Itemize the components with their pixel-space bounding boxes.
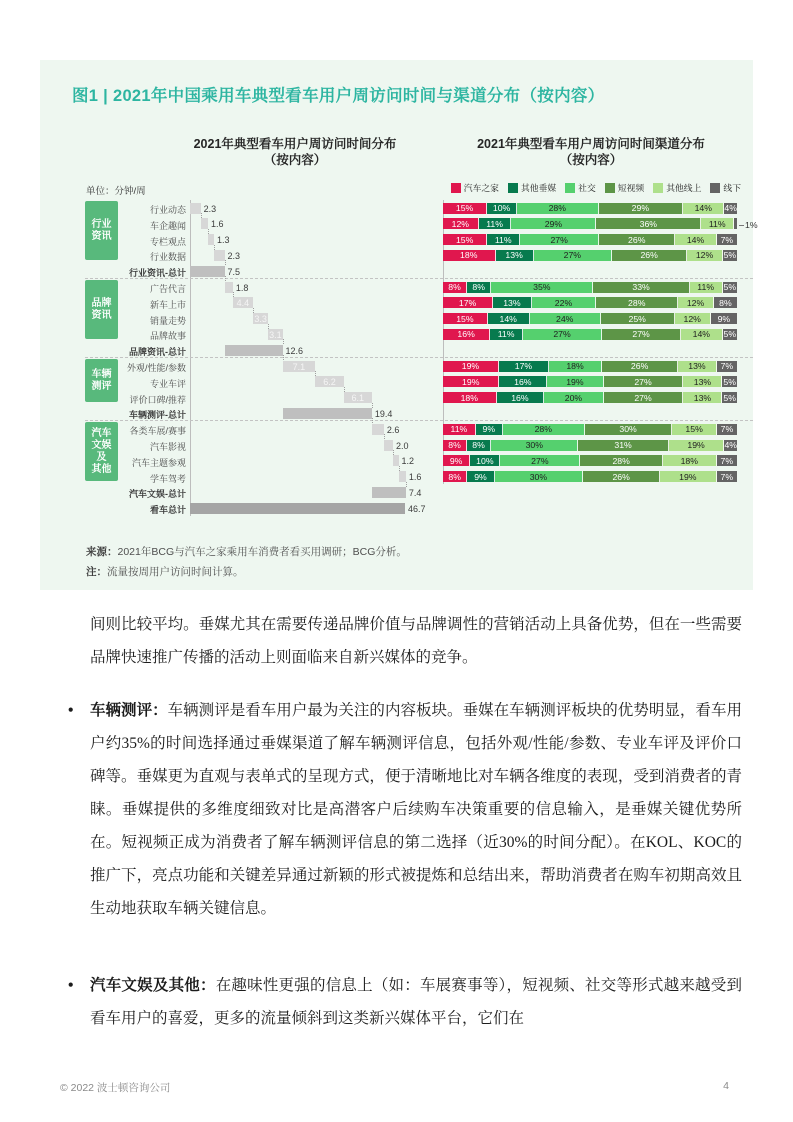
stacked-segment: 9% [711, 313, 737, 324]
stacked-segment: 14% [681, 329, 722, 340]
stacked-segment: 29% [511, 218, 596, 229]
row-label: 行业动态 [149, 205, 186, 215]
left-chart-title-line2: （按内容） [263, 153, 327, 168]
stacked-segment: 26% [602, 361, 678, 372]
waterfall-bar [225, 282, 233, 293]
note-line [86, 563, 407, 583]
waterfall-bar [214, 250, 225, 261]
chart-row [40, 437, 753, 453]
stacked-segment: 7% [717, 361, 737, 372]
stacked-segment: 15% [672, 424, 716, 435]
stacked-bar [443, 297, 737, 308]
source-label: 来源： [86, 546, 118, 558]
stacked-segment: 30% [491, 440, 578, 451]
legend-label: 社交 [578, 183, 596, 193]
bar-value: 7.1 [292, 361, 306, 372]
legend-item [605, 181, 644, 194]
row-label: 评价口碑/推荐 [129, 394, 186, 405]
chart-row [40, 263, 753, 279]
stacked-bar [443, 376, 737, 387]
group-label: 车辆 测评 [85, 359, 118, 402]
bar-value: 1.3 [216, 235, 230, 246]
waterfall-bar [393, 455, 399, 466]
legend-item [451, 181, 499, 194]
stacked-segment: 7% [717, 424, 737, 435]
stacked-segment: 18% [443, 250, 496, 261]
stacked-segment: 30% [585, 424, 673, 435]
stacked-segment: 11% [490, 329, 523, 340]
stacked-bar [443, 203, 737, 214]
right-chart-title [435, 136, 747, 169]
waterfall-bar [384, 440, 393, 451]
chart-row [40, 405, 753, 421]
stacked-segment: 28% [596, 297, 678, 308]
legend-item [508, 181, 556, 194]
chart-row [40, 342, 753, 358]
right-chart-title-line1: 2021年典型看车用户周访问时间渠道分布 [477, 137, 705, 151]
stacked-bar [443, 282, 737, 293]
stacked-segment: 5% [723, 329, 737, 340]
legend-item [710, 181, 741, 194]
chart-row [40, 200, 753, 216]
row-label: 行业资讯-总计 [129, 268, 186, 279]
figure-panel [40, 60, 758, 590]
chart-row [40, 279, 753, 295]
footer-copyright: © 2022 波士顿咨询公司 [60, 1082, 171, 1094]
stacked-bar [443, 471, 737, 482]
stacked-segment: 24% [530, 313, 601, 324]
legend-label: 其他垂媒 [520, 183, 557, 193]
channel-legend [451, 181, 741, 194]
bullet-lead: 汽车文娱及其他： [90, 977, 216, 994]
stacked-segment: 16% [497, 392, 545, 403]
row-label: 看车总计 [149, 505, 186, 516]
bullet-lead: 车辆测评： [90, 702, 168, 719]
stacked-segment: 29% [599, 203, 684, 214]
stacked-segment [734, 218, 737, 229]
bar-value: 1.2 [401, 456, 415, 467]
row-label: 专业车评 [149, 378, 186, 389]
chart-row [40, 453, 753, 469]
legend-label: 其他线上 [666, 183, 702, 193]
stacked-segment: 30% [495, 471, 584, 482]
row-label: 汽车文娱-总计 [129, 489, 186, 500]
bar-value: 1.6 [408, 472, 422, 483]
stacked-segment: 5% [723, 392, 736, 403]
bullet-icon: • [68, 702, 74, 719]
stacked-segment: 25% [601, 313, 675, 324]
stacked-segment: 19% [443, 361, 499, 372]
stacked-segment: 22% [532, 297, 597, 308]
stacked-segment: 19% [443, 376, 499, 387]
row-label: 车企趣闻 [149, 220, 186, 231]
stacked-segment: 26% [599, 234, 675, 245]
waterfall-bar [372, 424, 384, 435]
stacked-segment: 13% [496, 250, 534, 261]
stacked-bar [443, 329, 737, 340]
stacked-segment: 15% [443, 234, 487, 245]
bar-value: 6.1 [351, 393, 365, 404]
segment-outside-label: 1% [739, 220, 758, 230]
stacked-bar [443, 313, 737, 324]
legend-swatch-icon [605, 183, 615, 193]
source-text: 2021年BCG与汽车之家乘用车消费者看买用调研；BCG分析。 [117, 546, 407, 558]
stacked-segment: 35% [491, 282, 593, 293]
stacked-segment: 8% [714, 297, 737, 308]
stacked-segment: 17% [443, 297, 493, 308]
bar-value: 4.4 [236, 298, 250, 309]
bar-value: 2.6 [386, 424, 400, 435]
stacked-segment: 28% [517, 203, 599, 214]
stacked-segment: 8% [443, 282, 467, 293]
stacked-segment: 12% [675, 313, 711, 324]
group-label: 行业 资讯 [85, 201, 118, 260]
note-text: 流量按周用户访问时间计算。 [107, 565, 244, 578]
stacked-segment: 19% [669, 440, 725, 451]
bar-value: 1.6 [210, 219, 224, 230]
stacked-segment: 8% [467, 440, 491, 451]
bar-value: 2.3 [203, 203, 217, 214]
group-label: 汽车 文娱 及 其他 [85, 422, 118, 481]
stacked-segment: 20% [544, 392, 603, 403]
stacked-bar [443, 234, 737, 245]
stacked-segment: 26% [612, 250, 687, 261]
bar-value: 7.5 [227, 266, 241, 277]
stacked-bar [443, 361, 737, 372]
stacked-segment: 19% [547, 376, 603, 387]
row-label: 广告代言 [149, 284, 186, 294]
stacked-segment: 16% [499, 376, 547, 387]
bar-value: 3.1 [269, 329, 282, 340]
chart-row [40, 374, 753, 390]
bullet-text: 车辆测评是看车用户最为关注的内容板块。垂媒在车辆测评板块的优势明显，看车用户约35%的时间选择通过垂媒渠道了解车辆测评信息，包括外观/性能/参数、专业车评及评价口碑等。垂媒更为直观与表单式的呈现方式，便于清晰地比对车辆各维度的表现，受到消费者的青睐。垂媒提供的多维度细致对比是高潜客户后续购车决策重要的信息输入，是垂媒关键优势所在。短视频正成为消费者了解车辆测评信息的第二选择（近30%的时间分配）。在KOL、KOC的推广下，亮点功能和关键差异通过新颖的形式被提炼和总结出来，帮助消费者在购车初期高效且生动地获取车辆关键信息。 [90, 702, 742, 917]
legend-label: 短视频 [617, 183, 645, 193]
row-label: 各类车展/赛事 [129, 426, 186, 437]
bar-value: 2.3 [227, 250, 241, 261]
row-label: 车辆测评-总计 [129, 410, 186, 421]
source-note [86, 543, 407, 583]
bar-value: 46.7 [408, 503, 426, 514]
stacked-segment: 9% [443, 455, 470, 466]
stacked-segment: 27% [604, 376, 684, 387]
stacked-segment: 14% [683, 203, 724, 214]
waterfall-bar [283, 408, 372, 419]
waterfall-bar [399, 471, 406, 482]
stacked-segment: 7% [717, 471, 737, 482]
stacked-segment: 12% [687, 250, 722, 261]
waterfall-bar [190, 266, 225, 277]
row-label: 品牌资讯-总计 [129, 347, 186, 358]
stacked-segment: 14% [488, 313, 530, 324]
stacked-segment: 28% [503, 424, 585, 435]
chart-row [40, 469, 753, 485]
chart-area [40, 200, 758, 518]
chart-row [40, 484, 753, 500]
legend-item [565, 181, 596, 194]
stacked-segment: 17% [499, 361, 549, 372]
stacked-segment: 27% [523, 329, 602, 340]
stacked-segment: 8% [443, 440, 467, 451]
note-label: 注： [86, 565, 107, 578]
legend-swatch-icon [508, 183, 518, 193]
stacked-segment: 18% [443, 392, 497, 403]
row-label: 新车上市 [149, 299, 186, 310]
stacked-bar [443, 250, 737, 261]
stacked-segment: 11% [701, 218, 734, 229]
stacked-segment: 27% [602, 329, 681, 340]
stacked-segment: 26% [583, 471, 660, 482]
stacked-segment: 12% [678, 297, 714, 308]
waterfall-bar [201, 218, 208, 229]
bar-value: 7.4 [408, 487, 422, 498]
chart-row [40, 311, 753, 327]
stacked-segment: 18% [549, 361, 602, 372]
stacked-segment: 7% [717, 234, 737, 245]
stacked-segment: 10% [487, 203, 517, 214]
stacked-segment: 4% [724, 440, 737, 450]
unit-label: 单位：分钟/周 [86, 186, 146, 197]
row-label: 汽车主题参观 [131, 457, 186, 468]
left-chart-title [140, 136, 450, 169]
legend-swatch-icon [653, 183, 663, 193]
stacked-segment: 11% [479, 218, 512, 229]
legend-swatch-icon [710, 183, 720, 193]
bar-value: 3.3 [254, 314, 267, 325]
stacked-segment: 27% [520, 234, 599, 245]
waterfall-bar [372, 487, 406, 498]
chart-row [40, 390, 753, 406]
stacked-segment: 9% [467, 471, 494, 482]
stacked-segment: 5% [723, 376, 736, 387]
stacked-segment: 7% [717, 455, 737, 466]
stacked-segment: 27% [500, 455, 580, 466]
right-chart-title-line2: （按内容） [559, 153, 623, 168]
stacked-segment: 13% [683, 376, 722, 387]
row-label: 专栏观点 [149, 236, 186, 247]
stacked-segment: 15% [443, 313, 488, 324]
bullet-entertainment-text [90, 969, 742, 1035]
waterfall-bar [190, 503, 405, 514]
group-label: 品牌 资讯 [85, 280, 118, 339]
waterfall-bar [225, 345, 283, 356]
bullet-text: 在趣味性更强的信息上（如：车展赛事等），短视频、社交等形式越来越受到看车用户的喜爱，更多的流量倾斜到这类新兴媒体平台，它们在 [90, 977, 742, 1027]
stacked-segment: 8% [443, 471, 467, 482]
chart-row [40, 326, 753, 342]
bullet-entertainment [68, 969, 742, 1035]
row-label: 学车驾考 [149, 473, 186, 484]
stacked-bar [443, 424, 737, 435]
stacked-bar [443, 440, 737, 451]
footer-page-number: 4 [723, 1080, 729, 1092]
stacked-segment: 15% [443, 203, 487, 214]
figure-title: 图1 | 2021年中国乘用车典型看车用户周访问时间与渠道分布（按内容） [72, 87, 605, 105]
bar-value: 19.4 [374, 408, 393, 419]
stacked-segment: 12% [443, 218, 479, 229]
stacked-segment: 16% [443, 329, 490, 340]
bar-value: 2.0 [396, 440, 409, 451]
stacked-segment: 31% [578, 440, 668, 451]
stacked-segment: 19% [660, 471, 716, 482]
bullet-vehicle-review [68, 694, 742, 925]
stacked-segment: 5% [723, 282, 737, 292]
stacked-segment: 33% [593, 282, 689, 293]
stacked-segment: 14% [675, 234, 716, 245]
stacked-segment: 18% [663, 455, 717, 466]
stacked-segment: 5% [723, 250, 737, 261]
stacked-segment: 27% [534, 250, 612, 261]
legend-label: 汽车之家 [463, 183, 499, 193]
stacked-bar [443, 455, 737, 466]
chart-row [40, 216, 758, 232]
stacked-segment: 28% [580, 455, 663, 466]
chart-row [40, 247, 753, 263]
stacked-segment: 11% [443, 424, 476, 435]
paragraph-intro: 间则比较平均。垂媒尤其在需要传递品牌价值与品牌调性的营销活动上具备优势，但在一些需要品牌快速推广传播的活动上则面临来自新兴媒体的竞争。 [90, 616, 742, 666]
stacked-segment: 8% [467, 282, 491, 293]
stacked-bar [443, 392, 737, 403]
waterfall-bar [190, 203, 201, 214]
legend-label: 线下 [723, 183, 741, 193]
bullet-icon: • [68, 977, 74, 994]
bar-value: 12.6 [285, 345, 304, 356]
bullet-vehicle-review-text [90, 694, 742, 925]
bar-value: 1.8 [235, 282, 249, 293]
chart-row [40, 421, 753, 437]
source-line [86, 543, 407, 563]
stacked-bar [443, 218, 737, 229]
left-chart-title-line1: 2021年典型看车用户周访问时间分布 [193, 137, 397, 151]
stacked-segment: 11% [487, 234, 520, 245]
stacked-segment: 36% [596, 218, 701, 229]
stacked-segment: 10% [470, 455, 500, 466]
stacked-segment: 13% [493, 297, 532, 308]
row-label: 品牌故事 [149, 331, 186, 342]
stacked-segment: 9% [476, 424, 503, 435]
chart-row [40, 358, 753, 374]
stacked-segment: 13% [678, 361, 717, 372]
legend-item [653, 181, 701, 194]
legend-swatch-icon [451, 183, 461, 193]
chart-row [40, 232, 753, 248]
stacked-segment: 4% [724, 203, 737, 213]
stacked-segment: 11% [690, 282, 723, 293]
row-label: 行业数据 [149, 252, 186, 263]
chart-row [40, 500, 753, 516]
waterfall-bar [208, 234, 214, 245]
stacked-segment: 27% [604, 392, 684, 403]
bar-value: 6.2 [323, 377, 336, 388]
chart-row [40, 295, 753, 311]
stacked-segment: 13% [683, 392, 722, 403]
row-label: 外观/性能/参数 [126, 363, 186, 373]
row-label: 销量走势 [149, 315, 186, 326]
legend-swatch-icon [565, 183, 575, 193]
row-label: 汽车影视 [149, 442, 186, 452]
